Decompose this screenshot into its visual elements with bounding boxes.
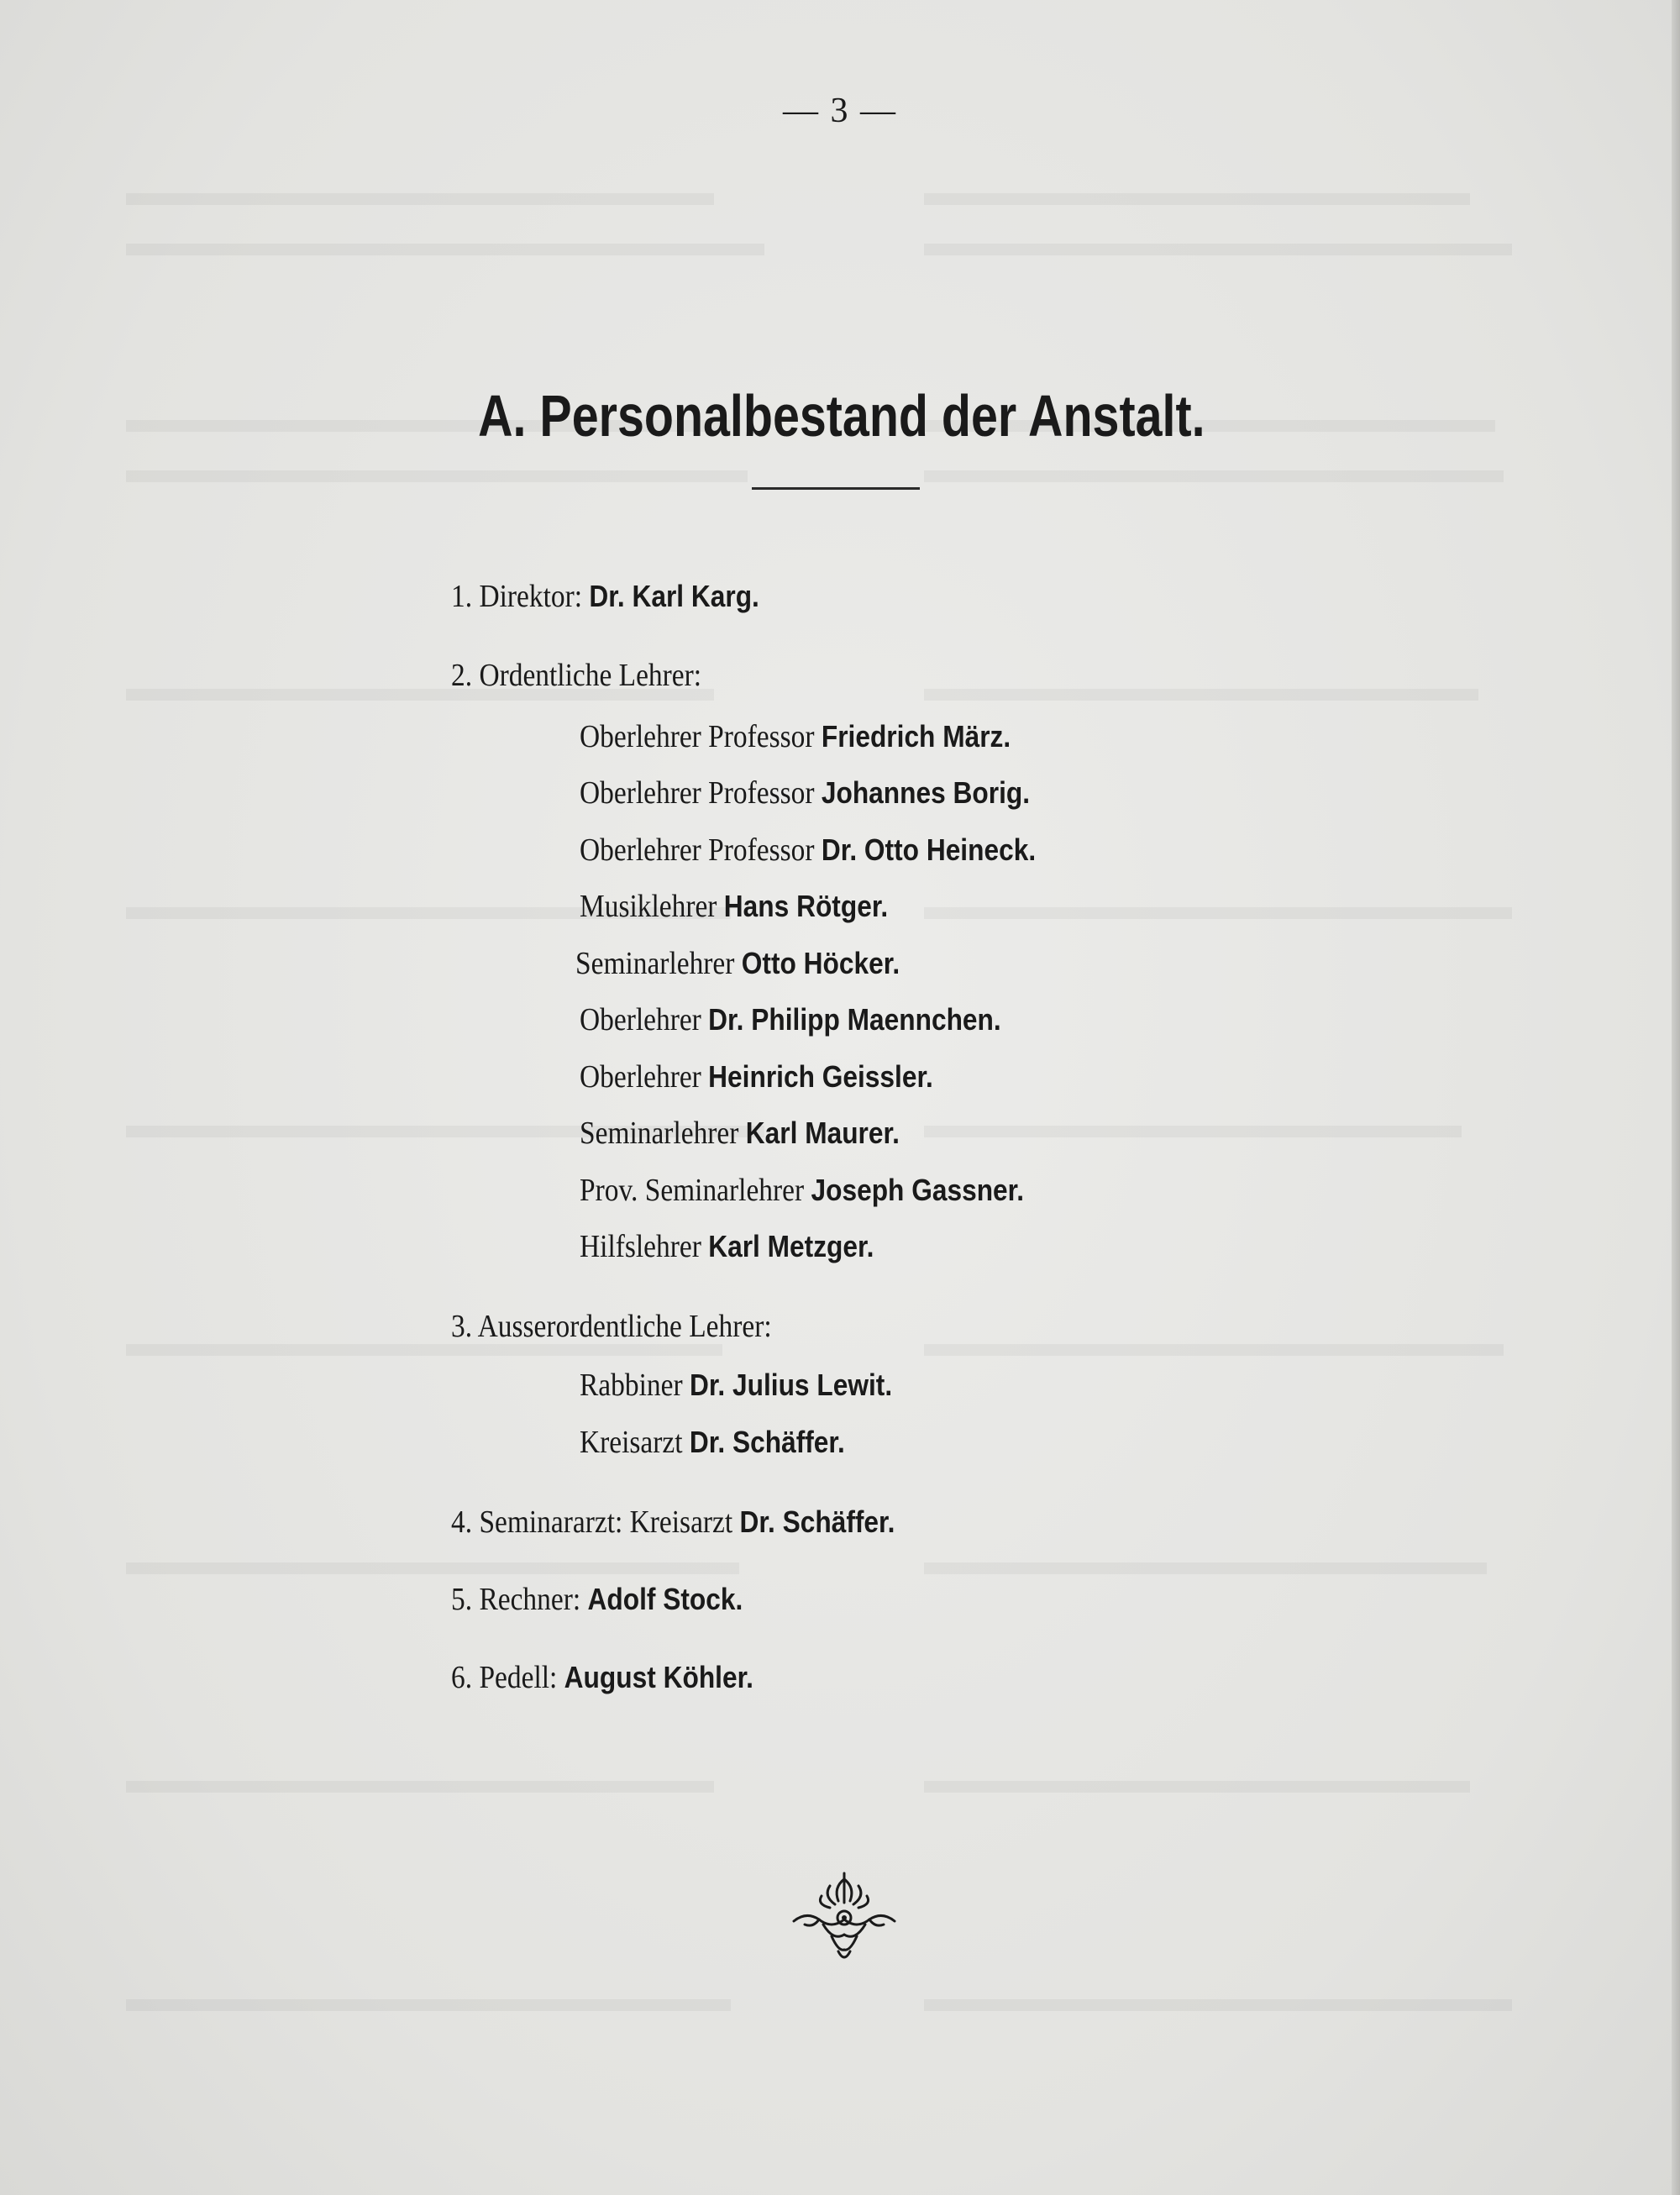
entry-label: 2. Ordentliche Lehrer: bbox=[451, 658, 702, 693]
entry-seminararzt bbox=[451, 1504, 895, 1541]
entry-label: Oberlehrer Professor bbox=[580, 719, 815, 754]
entry-label: Seminarlehrer bbox=[575, 946, 735, 981]
entry-label: Rabbiner bbox=[580, 1368, 683, 1403]
entry-name: Hans Rötger. bbox=[723, 889, 889, 923]
entry-label: 6. Pedell: bbox=[451, 1660, 558, 1695]
entry-ausserordentliche-lehrer-heading bbox=[451, 1308, 772, 1345]
entry-label: Oberlehrer Professor bbox=[580, 775, 815, 811]
entry-teacher bbox=[575, 945, 900, 982]
entry-label: 4. Seminararzt: Kreisarzt bbox=[451, 1504, 733, 1540]
entry-name: Dr. Karl Karg. bbox=[589, 579, 759, 613]
entry-name: August Köhler. bbox=[564, 1660, 753, 1694]
entry-name: Dr. Julius Lewit. bbox=[689, 1368, 893, 1402]
entry-label: Musiklehrer bbox=[580, 889, 717, 924]
entry-label: 3. Ausserordentliche Lehrer: bbox=[451, 1309, 772, 1344]
page-edge bbox=[1672, 0, 1680, 2195]
entry-label: Kreisarzt bbox=[580, 1425, 683, 1460]
entry-name: Otto Höcker. bbox=[741, 946, 900, 980]
entry-name: Dr. Otto Heineck. bbox=[821, 832, 1037, 867]
entry-label: 5. Rechner: bbox=[451, 1582, 581, 1617]
entry-name: Heinrich Geissler. bbox=[708, 1059, 933, 1094]
entry-pedell bbox=[451, 1659, 753, 1696]
entry-name: Dr. Schäffer. bbox=[689, 1425, 845, 1459]
page-number: — 3 — bbox=[783, 92, 897, 130]
section-title: A. Personalbestand der Anstalt. bbox=[478, 383, 1205, 449]
entry-teacher bbox=[580, 1115, 900, 1152]
entry-teacher bbox=[580, 1001, 1001, 1038]
entry-ordentliche-lehrer-heading bbox=[451, 657, 701, 694]
entry-teacher bbox=[580, 1058, 933, 1095]
entry-direktor bbox=[451, 578, 759, 615]
entry-teacher bbox=[580, 832, 1036, 869]
decorative-ornament-icon bbox=[790, 1869, 899, 1966]
entry-teacher bbox=[580, 1228, 874, 1265]
title-divider bbox=[752, 487, 920, 490]
entry-teacher bbox=[580, 775, 1030, 811]
entry-name: Karl Metzger. bbox=[708, 1229, 874, 1263]
entry-name: Karl Maurer. bbox=[745, 1116, 900, 1150]
entry-label: 1. Direktor: bbox=[451, 579, 583, 614]
entry-name: Dr. Philipp Maennchen. bbox=[708, 1002, 1001, 1037]
entry-name: Joseph Gassner. bbox=[811, 1173, 1025, 1207]
entry-teacher bbox=[580, 1367, 892, 1404]
entry-teacher bbox=[580, 718, 1011, 755]
entry-label: Oberlehrer bbox=[580, 1059, 701, 1095]
entry-name: Friedrich März. bbox=[821, 719, 1011, 754]
entry-label: Oberlehrer Professor bbox=[580, 832, 815, 868]
entry-teacher bbox=[580, 888, 888, 925]
entry-rechner bbox=[451, 1581, 743, 1618]
entry-name: Adolf Stock. bbox=[587, 1582, 743, 1616]
entry-label: Seminarlehrer bbox=[580, 1116, 739, 1151]
entry-teacher bbox=[580, 1172, 1024, 1209]
entry-teacher bbox=[580, 1424, 845, 1461]
entry-label: Hilfslehrer bbox=[580, 1229, 701, 1264]
entry-name: Johannes Borig. bbox=[821, 775, 1031, 810]
entry-name: Dr. Schäffer. bbox=[739, 1504, 895, 1539]
entry-label: Prov. Seminarlehrer bbox=[580, 1173, 805, 1208]
entry-label: Oberlehrer bbox=[580, 1002, 701, 1037]
